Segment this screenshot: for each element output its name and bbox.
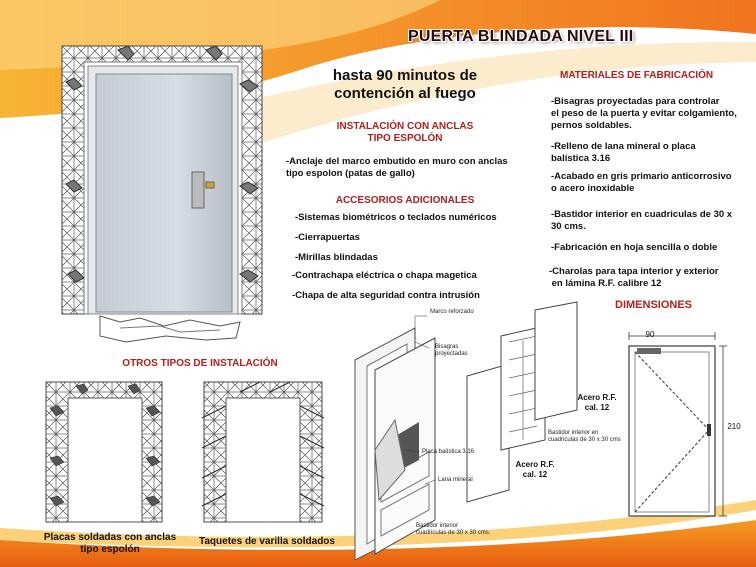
installation-text-2: tipo espolon (patas de gallo) [286,168,415,179]
material-item: o acero inoxidable [551,183,635,194]
fire-rating-line2: contención al fuego [334,85,476,102]
material-item: en lámina R.F. calibre 12 [549,278,662,289]
dimension-width: 90 [645,330,655,339]
main-door-illustration [60,44,270,344]
material-item: 30 cms. [551,221,586,232]
caption-anchors-2: tipo espolón [80,544,140,555]
accessory-item: -Contrachapa eléctrica o chapa magetica [292,270,477,281]
accessory-item: -Chapa de alta seguridad contra intrusión [292,290,480,301]
label-bastidor: Bastidor interior [416,523,459,529]
material-item: balística 3.16 [551,153,611,164]
materials-heading: MATERIALES DE FABRICACIÓN [560,70,714,81]
caption-rods: Taquetes de varilla soldados [199,536,335,547]
installation-rods-drawing [200,378,330,528]
material-item: -Relleno de lana mineral o placa [551,141,696,152]
dimension-height: 210 [727,422,741,431]
label-acero-2: Acero R.F. [515,460,555,469]
other-installation-heading: OTROS TIPOS DE INSTALACIÓN [122,358,278,369]
material-item: -Charolas para tapa interior y exterior [549,266,719,277]
label-lana: Lana mineral [438,477,473,483]
installation-anchors-drawing [42,378,182,528]
label-acero-2b: cal. 12 [522,470,548,479]
material-item: -Fabricación en hoja sencilla o doble [551,242,718,253]
page-title: PUERTA BLINDADA NIVEL III [408,28,634,45]
accessory-item: -Sistemas biométricos o teclados numéricos [295,212,497,223]
material-item: -Bisagras proyectadas para controlar [551,96,720,107]
accessory-item: -Cierrapuertas [295,232,360,243]
label-bisagras-2: proyectadas [435,351,468,357]
label-bisagras: Bisagras [435,344,459,350]
label-acero-1b: cal. 12 [584,403,610,412]
label-bastidor-2: cuadriculas de 30 x 30 cms. [416,530,491,536]
accessory-item: -Mirillas blindadas [295,252,378,263]
material-item: -Bastidor interior en cuadriculas de 30 x [551,209,733,220]
dimensions-heading: DIMENSIONES [615,299,693,311]
installation-heading: INSTALACIÓN CON ANCLAS [336,121,474,132]
caption-anchors: Placas soldadas con anclas [43,532,177,543]
accessories-heading: ACCESORIOS ADICIONALES [335,195,475,206]
fire-rating-line1: hasta 90 minutos de [332,67,478,84]
label-bastidor-grid-2: cuadriculas de 30 x 30 cms [548,437,621,443]
material-item: -Acabado en gris primario anticorrosivo [551,171,732,182]
label-bastidor-grid: Bastidor interior en [548,430,599,436]
label-marco: Marco reforzado [430,309,474,315]
label-acero-1: Acero R.F. [577,393,617,402]
label-placa: Placa balística 3.16 [422,449,475,455]
material-item: el peso de la puerta y evitar colgamiento, [551,108,737,119]
material-item: pernos soldables. [551,120,632,131]
installation-heading-2: TIPO ESPOLÓN [367,133,443,144]
installation-text: -Anclaje del marco embutido en muro con anclas [286,156,508,167]
